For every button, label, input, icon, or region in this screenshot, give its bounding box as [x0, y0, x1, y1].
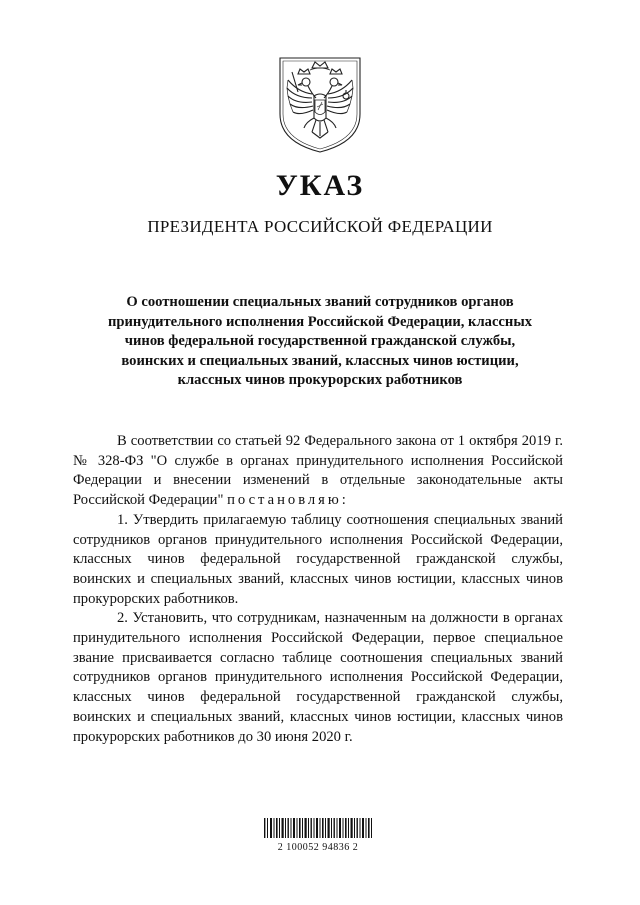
- preamble-paragraph: [73, 432, 563, 511]
- document-title: УКАЗ: [275, 169, 365, 202]
- item-1-paragraph: 1. Утвердить прилагаемую таблицу соотношения специальных званий сотрудников органов принудительного исполнения Российской Федерации, классных чинов федеральной государственной гражданской службы, воинских и специальных званий, классных чинов юстиции, классных чинов прокурорских работников.: [73, 511, 563, 607]
- document-body: [73, 432, 563, 747]
- barcode-number: 2 100052 94836 2: [277, 842, 359, 853]
- document-subtitle: ПРЕЗИДЕНТА РОССИЙСКОЙ ФЕДЕРАЦИИ: [147, 217, 493, 236]
- preamble-text: В соответствии со статьей 92 Федерального закона от 1 октября 2019 г. № 328-ФЗ "О службе в органах принудительного исполнения Российской Федерации и внесении изменений в отдельные законодательные акты Российской Федерации": [73, 433, 563, 509]
- coat-of-arms-icon: [276, 52, 364, 156]
- preamble-end: :: [341, 492, 346, 509]
- decree-word: постановляю: [227, 492, 342, 509]
- item-2-paragraph: 2. Установить, что сотрудникам, назначенным на должности в органах принудительного исполнения Российской Федерации, первое специальное звание присваивается согласно таблице соотношения специальных званий сотрудников органов принудительного исполнения Российской Федерации, классных чинов федеральной государственной гражданской службы, воинских и специальных званий, классных чинов юстиции, классных чинов прокурорских работников до 30 июня 2020 г.: [73, 610, 563, 745]
- document-heading: О соотношении специальных званий сотрудников органов принудительного исполнения Российской Федерации, классных чинов федеральной государственной гражданской службы, воинских и специальных званий, классных чинов юстиции, классных чинов прокурорских работников: [107, 294, 533, 388]
